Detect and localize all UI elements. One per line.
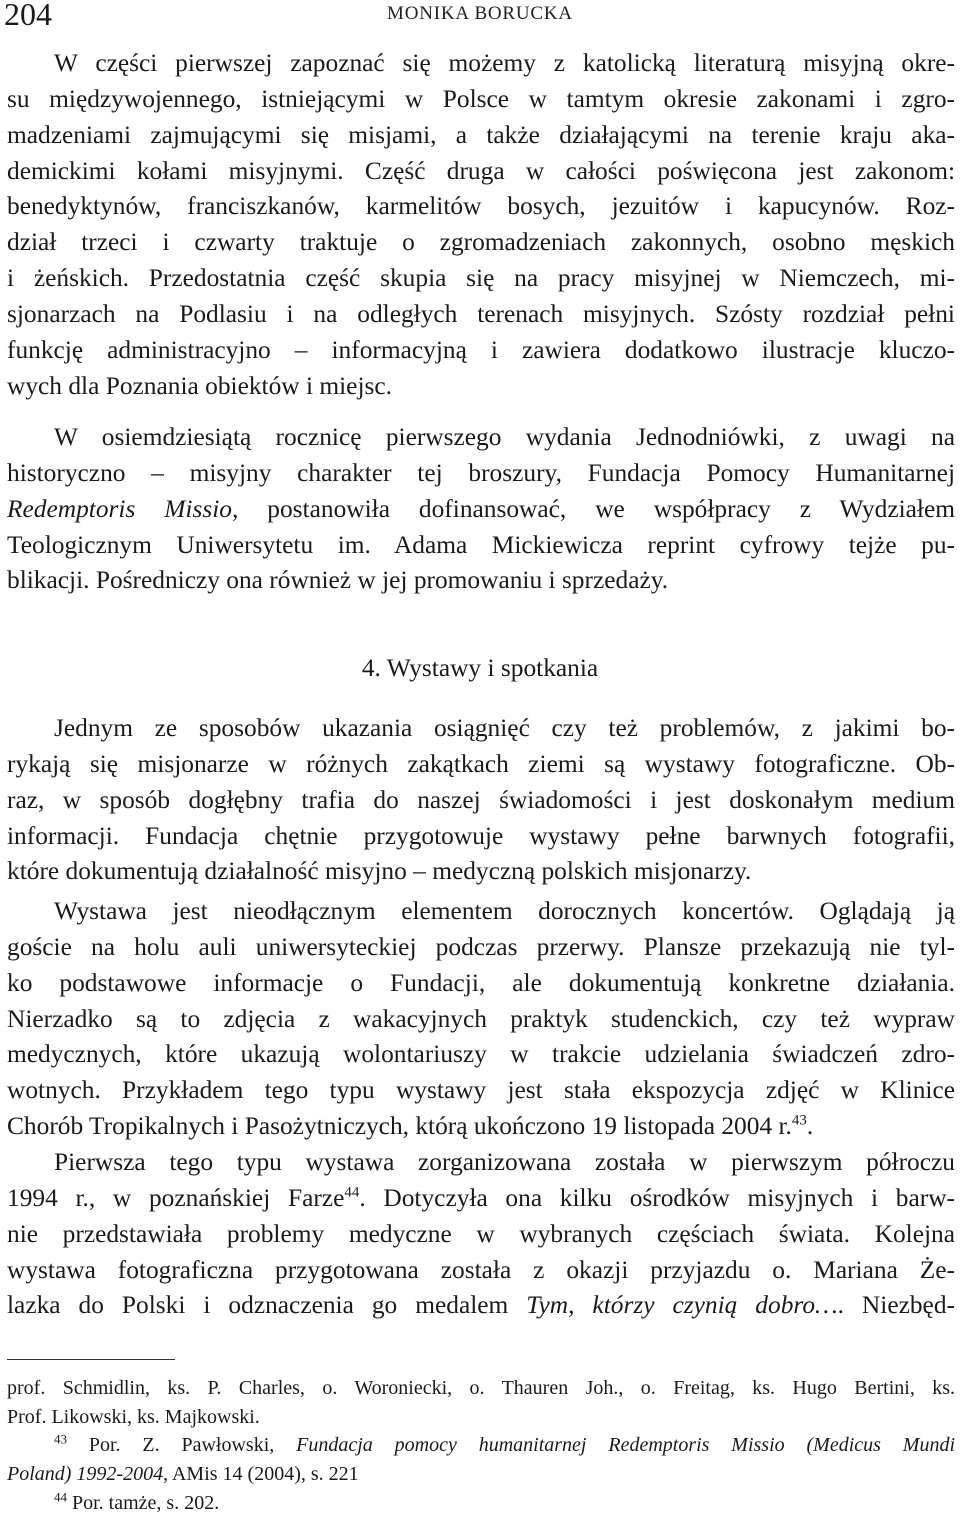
text-span: , AMis 14 (2004), s. 221 <box>163 1463 359 1486</box>
text-line: goście na holu auli uniwersyteckiej podczas przerwy. Plansze przekazują nie tyl- <box>7 932 955 961</box>
text-line: informacji. Fundacja chętnie przygotowuje wystawy pełne barwnych fotografii, <box>7 821 955 850</box>
text-line: benedyktynów, franciszkanów, karmelitów bosych, jezuitów i kapucynów. Roz- <box>7 192 955 221</box>
footnote-number: 44 <box>54 1489 67 1505</box>
text-line: dział trzeci i czwarty traktuje o zgromadzeniach zakonnych, osobno męskich <box>7 228 955 257</box>
footnote-ref-43[interactable]: 43 <box>791 1112 807 1129</box>
page-number: 204 <box>4 0 52 32</box>
paragraph-5 <box>7 1145 955 1324</box>
text-line: W części pierwszej zapoznać się możemy z katolicką literaturą misyjną okre- <box>54 49 955 77</box>
text-span: 1994 r., w poznańskiej Farze <box>7 1183 345 1212</box>
italic-title: Redemptoris Missio, <box>7 494 239 523</box>
paragraph-4 <box>7 894 955 1145</box>
text-line: nie przedstawiała problemy medyczne w wybranych częściach świata. Kolejna <box>7 1219 955 1248</box>
text-line: i żeńskich. Przedostatnia część skupia się na pracy misyjnej w Niemczech, mi- <box>7 264 955 293</box>
text-line: wych dla Poznania obiektów i miejsc. <box>7 371 393 400</box>
footnote-line: Prof. Likowski, ks. Majkowski. <box>7 1405 260 1428</box>
text-line: funkcję administracyjno – informacyjną i zawiera dodatkowo ilustracje kluczo- <box>7 335 955 364</box>
paragraph-2 <box>7 420 955 599</box>
running-head: MONIKA BORUCKA <box>387 3 573 24</box>
text-span: lazka do Polski i odznaczenia go medalem <box>7 1291 527 1320</box>
text-line: sjonarzach na Podlasiu i na odległych terenach misyjnych. Szósty rozdział pełni <box>7 299 955 328</box>
footnote-number: 43 <box>54 1431 67 1447</box>
text-line: historyczno – misyjny charakter tej broszury, Fundacja Pomocy Humanitarnej <box>7 458 955 487</box>
text-span: Chorób Tropikalnych i Pasożytniczych, którą ukończono 19 listopada 2004 r. <box>7 1112 792 1141</box>
text-span: . Dotyczyła ona kilku ośrodków misyjnych i barw- <box>359 1183 956 1212</box>
footnote-line <box>7 1460 955 1489</box>
section-heading: 4. Wystawy i spotkania <box>361 654 599 682</box>
text-line: Wystawa jest nieodłącznym elementem dorocznych koncertów. Oglądają ją <box>54 897 955 925</box>
text-line: blikacji. Pośredniczy ona również w jej promowaniu i sprzedaży. <box>7 566 669 595</box>
text-line: su międzywojennego, istniejącymi w Polsce w tamtym okresie zakonami i zgro- <box>7 84 955 113</box>
footnote-ref-44[interactable]: 44 <box>344 1184 360 1201</box>
footnote-44 <box>7 1489 955 1518</box>
text-line: Pierwsza tego typu wystawa zorganizowana została w pierwszym półroczu <box>54 1148 955 1176</box>
paragraph-3 <box>7 711 955 890</box>
footnotes <box>7 1374 955 1517</box>
text-line: raz, w sposób dogłębny trafia do naszej świadomości i jest doskonałym medium <box>7 785 955 814</box>
text-line: Jednym ze sposobów ukazania osiągnięć czy też problemów, z jakimi bo- <box>54 714 955 742</box>
footnote-43 <box>7 1431 955 1460</box>
italic-title: Fundacja pomocy humanitarnej Redemptoris Missio (Medicus Mundi <box>296 1434 956 1457</box>
paragraph-1 <box>7 46 955 404</box>
text-line: rykają się misjonarze w różnych zakątkach ziemi są wystawy fotograficzne. Ob- <box>7 749 955 778</box>
text-line: które dokumentują działalność misyjno – medyczną polskich misjonarzy. <box>7 857 752 886</box>
italic-title: Poland) 1992-2004 <box>7 1463 164 1486</box>
text-line <box>7 492 955 528</box>
text-line: wystawa fotograficzna przygotowana została z okazji przyjazdu o. Mariana Że- <box>7 1255 955 1284</box>
text-line: W osiemdziesiątą rocznicę pierwszego wydania Jednodniówki, z uwagi na <box>54 423 955 451</box>
text-line <box>7 1109 955 1145</box>
text-line: Nierzadko są to zdjęcia z wakacyjnych praktyk studenckich, czy też wypraw <box>7 1004 955 1033</box>
text-span: Por. Z. Pawłowski, <box>67 1434 297 1457</box>
text-span: . Niezbęd- <box>837 1291 955 1320</box>
text-line: wotnych. Przykładem tego typu wystawy jest stała ekspozycja zdjęć w Klinice <box>7 1076 955 1105</box>
text-line <box>7 1181 955 1217</box>
footnote-divider <box>7 1359 175 1360</box>
text-span: . <box>806 1112 814 1141</box>
text-line: madzeniami zajmującymi się misjami, a także działającymi na terenie kraju aka- <box>7 120 955 149</box>
text-span: Por. tamże, s. 202. <box>67 1491 220 1514</box>
footnote-line: prof. Schmidlin, ks. P. Charles, o. Woroniecki, o. Thauren Joh., o. Freitag, ks. Hugo Bertini, ks. <box>7 1377 955 1399</box>
italic-title: Tym, którzy czynią dobro… <box>526 1291 838 1320</box>
text-span: postanowiła dofinansować, we współpracy z Wydziałem <box>238 494 955 523</box>
text-line: Teologicznym Uniwersytetu im. Adama Mickiewicza reprint cyfrowy tejże pu- <box>7 530 955 559</box>
text-line: medycznych, które ukazują wolontariuszy w trakcie udzielania świadczeń zdro- <box>7 1040 955 1069</box>
text-line <box>7 1288 955 1324</box>
text-line: demickimi kołami misyjnymi. Część druga w całości poświęcona jest zakonom: <box>7 156 955 185</box>
text-line: ko podstawowe informacje o Fundacji, ale dokumentują konkretne działania. <box>7 968 955 997</box>
